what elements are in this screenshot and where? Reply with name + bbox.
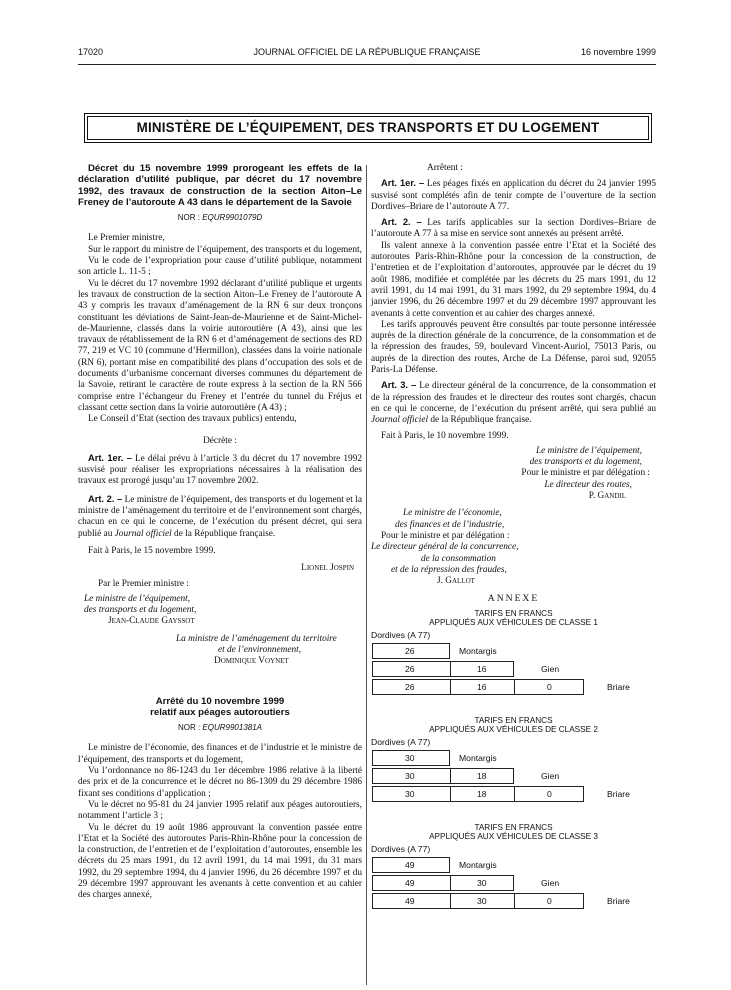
par-premier-ministre: Par le Premier ministre : xyxy=(98,578,189,589)
sigA-line3: Pour le ministre et par délégation : xyxy=(521,468,650,479)
arretent-label: Arrêtent : xyxy=(427,163,463,173)
sig1-line1: Le ministre de l’équipement, xyxy=(84,593,191,604)
decrete-label: Décrète : xyxy=(203,435,237,446)
sigB-line2: des finances et de l’industrie, xyxy=(395,519,505,530)
sigB-name: J. Gallot xyxy=(437,576,475,587)
column-divider xyxy=(366,165,367,985)
table3-caption-l2: APPLIQUÉS AUX VÉHICULES DE CLASSE 3 xyxy=(429,832,598,842)
arrete-preamble-1: Vu l’ordonnance no 86-1243 du 1er décembre 1986 relative à la liberté des prix et de la concurrence et le décret no 86-1309 du 29 décembre 1986 fixant ses conditions d’application ; xyxy=(78,766,362,799)
tariff-table-class-3: Dordives (A 77) 49 Montargis 49 30 Gien 49 30 0 Briare xyxy=(371,844,656,922)
header-rule xyxy=(78,64,656,65)
tariff-table-class-1: Dordives (A 77) 26 Montargis 26 16 Gien 26 16 0 Briare xyxy=(371,630,656,708)
station-briare: Briare xyxy=(607,681,630,692)
table-row xyxy=(372,768,514,784)
arrete-article-2-para-3: Les tarifs approuvés peuvent être consultés par toute personne intéressée auprès de la direction générale de la concurrence, de la consommation et de la répression des fraudes, 59, boulevard Vincent-Auriol, 75013 Paris, ou auprès de la direction des routes, Arche de La Défense, paroi sud, 92055 Paris-La Défense. xyxy=(371,319,656,376)
sigA-line1: Le ministre de l’équipement, xyxy=(535,445,642,456)
arrete-preamble-3: Vu le décret du 19 août 1986 approuvant la convention passée entre l’Etat et la Société des autoroutes Paris-Rhin-Rhône pour la concession de la construction, de l’entretien et de l’exploitation d’autoroutes, ensemble les décrets du 25 mars 1991, du 12 avril 1991, du 14 mai 1991, du 31 mars 1992, du 29 septembre 1994, du 4 janvier 1996, du 26 décembre 1997 et du 29 décembre 1997 approuvant les avenants à cette convention et au cahier des charges annexé, xyxy=(78,822,362,901)
decret-preamble-2: Vu le code de l’expropriation pour cause d’utilité publique, notamment son article L. 11-5 ; xyxy=(78,256,362,278)
ministry-banner xyxy=(87,116,649,140)
table1-caption-l2: APPLIQUÉS AUX VÉHICULES DE CLASSE 1 xyxy=(429,618,598,628)
arrete-nor: NOR : EQUR9901381A xyxy=(177,723,263,733)
table1-caption-l1: TARIFS EN FRANCS xyxy=(474,608,553,618)
station-dordives: Dordives (A 77) xyxy=(371,843,431,854)
arrete-title-line1: Arrêté du 10 novembre 1999 xyxy=(155,695,285,707)
table2-caption-l1: TARIFS EN FRANCS xyxy=(474,715,553,725)
sig2-line2: et de l’environnement, xyxy=(218,644,302,655)
sigA-line4: Le directeur des routes, xyxy=(544,479,632,490)
running-header xyxy=(78,47,656,61)
decret-preamble-3: Vu le décret du 17 novembre 1992 déclarant d’utilité publique et urgents les travaux de construction de la section Aiton–Le Freney de l’autoroute A 43 y compris les travaux d’aménagement de la RN 6 sur deux tronçons constituant les déviations de Saint-Jean-de-Maurienne et de Saint-Michel-de-Maurienne, classés dans la voirie autoroutière (A 43), ainsi que les travaux de rétablissement de la RN 6 et d’aménagement de sections des RD 77, 219 et VC 10 (commune d’Hermillon), classées dans la voirie nationale (RN 6), portant mise en compatibilité des plans d’occupation des sols et de documents d’urbanisme concernant diverses communes du département de la Savoie, retirant le caractère de route express à la section de la RN 566 comprise entre l’échangeur du Freney et l’entrée du tunnel du Fréjus et classant cette section dans la voirie autoroutière (A 43) ; xyxy=(78,278,362,413)
arrete-article-1: Art. 1er. – Les péages fixés en application du décret du 24 janvier 1995 susvisé sont complétés afin de tenir compte de l’ouverture de la section Dordives–Briare de l’autoroute A 77. xyxy=(371,178,656,212)
sigB-line4: Le directeur général de la concurrence, xyxy=(371,542,519,553)
issue-date: 16 novembre 1999 xyxy=(580,47,656,57)
station-gien: Gien xyxy=(541,663,560,674)
journal-title: JOURNAL OFFICIEL DE LA RÉPUBLIQUE FRANÇAISE xyxy=(253,47,481,57)
ministry-title: MINISTÈRE DE L’ÉQUIPEMENT, DES TRANSPORTS ET DU LOGEMENT xyxy=(136,120,600,136)
table-row xyxy=(372,661,514,677)
page-number: 17020 xyxy=(78,47,104,57)
station-montargis: Montargis xyxy=(459,752,497,763)
table-row xyxy=(372,875,514,891)
decret-fait: Fait à Paris, le 15 novembre 1999. xyxy=(88,545,216,556)
sigA-name: P. Gandil xyxy=(588,491,626,502)
signature-pm: Lionel Jospin xyxy=(301,563,354,574)
table2-caption-l2: APPLIQUÉS AUX VÉHICULES DE CLASSE 2 xyxy=(429,725,598,735)
arrete-article-2: Art. 2. – Les tarifs applicables sur la section Dordives–Briare de l’autoroute A 77 à sa mise en service sont annexés au présent arrêté. xyxy=(371,217,656,240)
arrete-nor-code: EQUR9901381A xyxy=(202,723,263,733)
decret-preamble-4: Le Conseil d’Etat (section des travaux publics) entendu, xyxy=(88,414,297,425)
station-dordives: Dordives (A 77) xyxy=(371,629,431,640)
sig1-name: Jean-Claude Gayssot xyxy=(108,616,195,627)
sig2-line1: La ministre de l’aménagement du territoire xyxy=(176,633,337,644)
table3-caption-l1: TARIFS EN FRANCS xyxy=(474,822,553,832)
station-gien: Gien xyxy=(541,770,560,781)
station-briare: Briare xyxy=(607,895,630,906)
decret-article-1: Art. 1er. – Le délai prévu à l’article 3 du décret du 17 novembre 1992 susvisé pour réaliser les expropriations nécessaires à la réalisation des travaux est prorogé jusqu’au 17 novembre 2002. xyxy=(78,452,362,487)
arrete-preamble-2: Vu le décret no 95-81 du 24 janvier 1995 relatif aux péages autoroutiers, notamment l’article 3 ; xyxy=(78,799,362,822)
arrete-title-line2: relatif aux péages autoroutiers xyxy=(150,706,290,718)
decret-title: Décret du 15 novembre 1999 prorogeant les effets de la déclaration d’utilité publique, par décret du 17 novembre 1992, des travaux de construction de la section Aiton–Le Freney de l’autoroute A 43 dans le département de la Savoie xyxy=(78,163,362,208)
sig1-line2: des transports et du logement, xyxy=(84,605,197,616)
arrete-fait: Fait à Paris, le 10 novembre 1999. xyxy=(381,430,509,441)
tariff-table-class-2: Dordives (A 77) 30 Montargis 30 18 Gien 30 18 0 Briare xyxy=(371,737,656,815)
decret-nor: NOR : EQUR9901079D xyxy=(177,213,263,223)
decret-preamble-0: Le Premier ministre, xyxy=(88,233,165,244)
sig2-name: Dominique Voynet xyxy=(214,656,289,667)
station-montargis: Montargis xyxy=(459,859,497,870)
arrete-article-2-para-2: Ils valent annexe à la convention passée entre l’Etat et la Société des autoroutes Paris-Rhin-Rhône pour la concession de la construction, de l’entretien et de l’exploitation d’autoroutes, approuvée par le décret du 19 août 1986, modifiée et complétée par les décrets du 25 mars 1991, du 12 avril 1991, du 14 mai 1991, du 31 mars 1992, du 29 septembre 1994, du 4 janvier 1996, du 26 décembre 1997 et du 29 décembre 1997 approuvant les avenants à cette convention et au cahier des charges annexé. xyxy=(371,240,656,319)
station-briare: Briare xyxy=(607,788,630,799)
station-gien: Gien xyxy=(541,877,560,888)
arrete-article-3: Art. 3. – Le directeur général de la concurrence, de la consommation et de la répression des fraudes et le directeur des routes sont chargés, chacun en ce qui le concerne, de l’exécution du présent arrêté, qui sera publié au Journal officiel de la République française. xyxy=(371,380,656,426)
annexe-title: ANNEXE xyxy=(487,593,540,605)
sigB-line1: Le ministre de l’économie, xyxy=(403,508,502,519)
arrete-preamble-0: Le ministre de l’économie, des finances et de l’industrie et le ministre de l’équipement, des transports et du logement, xyxy=(78,743,362,765)
station-dordives: Dordives (A 77) xyxy=(371,736,431,747)
right-column xyxy=(371,163,656,922)
sigA-line2: des transports et du logement, xyxy=(529,457,642,468)
station-montargis: Montargis xyxy=(459,645,497,656)
decret-preamble-1: Sur le rapport du ministre de l’équipement, des transports et du logement, xyxy=(88,244,362,255)
decret-nor-code: EQUR9901079D xyxy=(202,213,263,223)
sigB-line5: de la consommation xyxy=(421,553,496,564)
sigB-line3: Pour le ministre et par délégation : xyxy=(381,530,510,541)
left-column xyxy=(78,163,362,902)
sigB-line6: et de la répression des fraudes, xyxy=(391,564,507,575)
decret-article-2: Art. 2. – Le ministre de l’équipement, des transports et du logement et la ministre de l’aménagement du territoire et de l’environnement sont chargés, chacun en ce qui le concerne, de l’exécution du présent décret, qui sera publié au Journal officiel de la République française. xyxy=(78,493,362,539)
